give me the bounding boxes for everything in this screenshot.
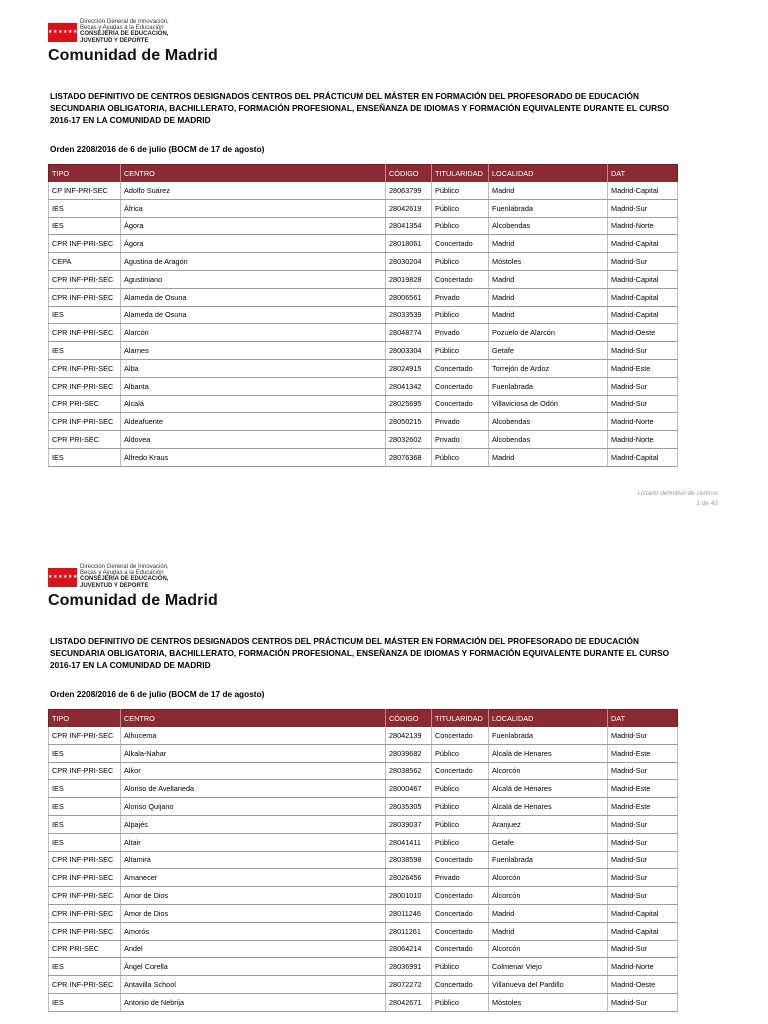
org-line: CONSEJERÍA DE EDUCACIÓN, [80, 31, 169, 38]
cell-dat: Madrid-Norte [608, 431, 678, 449]
cell-codigo: 28032602 [386, 431, 432, 449]
cell-titularidad: Concertado [432, 922, 489, 940]
cell-tipo: IES [49, 798, 121, 816]
document-title: LISTADO DEFINITIVO DE CENTROS DESIGNADOS CENTROS DEL PRÁCTICUM DEL MÁSTER EN FORMACIÓN DEL PROFESORADO DE EDUCACIÓN SECUNDARIA OBLIGATORIA, BACHILLERATO, FORMACIÓN PROFESIONAL, ENSEÑANZA DE IDIOMAS Y FORMACIÓN EQUIVALENTE DURANTE EL CURSO 2016-17 EN LA COMUNIDAD DE MADRID [50, 91, 670, 125]
cell-centro: Amor de Dios [121, 887, 386, 905]
cell-dat: Madrid-Este [608, 780, 678, 798]
order-reference: Orden 2208/2016 de 6 de julio (BOCM de 17 de agosto) [50, 689, 265, 699]
table-header [49, 710, 678, 728]
org-line: JUVENTUD Y DEPORTE [80, 582, 149, 589]
cell-titularidad: Concertado [432, 762, 489, 780]
cell-centro: Alfredo Kraus [121, 448, 386, 466]
cell-centro: Alcalá [121, 395, 386, 413]
org-line: Becas y Ayudas a la Educación [80, 570, 164, 577]
cell-titularidad: Público [432, 798, 489, 816]
cell-centro: Altamira [121, 851, 386, 869]
cell-titularidad: Público [432, 217, 489, 235]
cell-centro: Amor de Dios [121, 904, 386, 922]
cell-centro: Andel [121, 940, 386, 958]
cell-dat: Madrid-Sur [608, 993, 678, 1011]
cell-tipo: CPR PRI-SEC [49, 395, 121, 413]
cell-centro: Ágora [121, 235, 386, 253]
cell-titularidad: Concertado [432, 270, 489, 288]
column-header-dat: DAT [608, 710, 678, 728]
cell-dat: Madrid-Capital [608, 288, 678, 306]
cell-localidad: Móstoles [489, 993, 608, 1011]
cell-centro: Amorós [121, 922, 386, 940]
cell-localidad: Madrid [489, 235, 608, 253]
column-header-centro: CENTRO [121, 710, 386, 728]
cell-localidad: Villanueva del Pardillo [489, 976, 608, 994]
table-row [49, 431, 678, 449]
table-row [49, 904, 678, 922]
table-row [49, 869, 678, 887]
madrid-flag-logo: ★★★★★★★ [48, 568, 77, 587]
cell-localidad: Alcorcón [489, 869, 608, 887]
cell-tipo: IES [49, 306, 121, 324]
cell-codigo: 28024915 [386, 359, 432, 377]
cell-tipo: CPR PRI-SEC [49, 431, 121, 449]
cell-codigo: 28042139 [386, 727, 432, 744]
column-header-dat: DAT [608, 165, 678, 183]
table-body [49, 182, 678, 466]
cell-codigo: 28035305 [386, 798, 432, 816]
cell-dat: Madrid-Sur [608, 851, 678, 869]
cell-titularidad: Público [432, 253, 489, 271]
cell-localidad: Alcalá de Henares [489, 744, 608, 762]
cell-dat: Madrid-Sur [608, 887, 678, 905]
org-line: Dirección General de Innovación, [80, 19, 169, 25]
org-line: Becas y Ayudas a la Educación [80, 25, 164, 32]
cell-titularidad: Concertado [432, 976, 489, 994]
cell-titularidad: Público [432, 182, 489, 199]
cell-localidad: Alcobendas [489, 431, 608, 449]
cell-titularidad: Concertado [432, 887, 489, 905]
cell-localidad: Getafe [489, 342, 608, 360]
table-row [49, 993, 678, 1011]
cell-titularidad: Concertado [432, 359, 489, 377]
cell-localidad: Aranjuez [489, 815, 608, 833]
cell-codigo: 28038598 [386, 851, 432, 869]
table-row [49, 744, 678, 762]
table-row [49, 395, 678, 413]
organization-lines [80, 19, 169, 44]
cell-codigo: 28011261 [386, 922, 432, 940]
cell-tipo: IES [49, 815, 121, 833]
cell-codigo: 28038562 [386, 762, 432, 780]
cell-tipo: IES [49, 744, 121, 762]
table-row [49, 306, 678, 324]
cell-centro: Alarcón [121, 324, 386, 342]
cell-dat: Madrid-Este [608, 359, 678, 377]
cell-titularidad: Concertado [432, 904, 489, 922]
cell-centro: Alkor [121, 762, 386, 780]
cell-titularidad: Concertado [432, 395, 489, 413]
cell-dat: Madrid-Sur [608, 833, 678, 851]
footer-doc-name: Listado definitivo de centros [637, 490, 718, 497]
page-footer [637, 489, 718, 509]
cell-codigo: 28041354 [386, 217, 432, 235]
footer-page-number: 1 de 42 [696, 500, 718, 507]
cell-codigo: 28041411 [386, 833, 432, 851]
table-row [49, 798, 678, 816]
cell-codigo: 28042619 [386, 199, 432, 217]
cell-centro: Alpajés [121, 815, 386, 833]
cell-localidad: Madrid [489, 922, 608, 940]
cell-codigo: 28026456 [386, 869, 432, 887]
cell-tipo: CPR INF-PRI-SEC [49, 270, 121, 288]
cell-dat: Madrid-Norte [608, 958, 678, 976]
table-row [49, 217, 678, 235]
cell-localidad: Pozuelo de Alarcón [489, 324, 608, 342]
cell-tipo: CPR INF-PRI-SEC [49, 235, 121, 253]
cell-localidad: Madrid [489, 288, 608, 306]
cell-codigo: 28003304 [386, 342, 432, 360]
cell-tipo: IES [49, 780, 121, 798]
column-header-localidad: LOCALIDAD [489, 165, 608, 183]
cell-tipo: IES [49, 993, 121, 1011]
cell-tipo: CEPA [49, 253, 121, 271]
organization-lines [80, 564, 169, 589]
table-row [49, 940, 678, 958]
cell-centro: Ágora [121, 217, 386, 235]
cell-titularidad: Concertado [432, 727, 489, 744]
cell-localidad: Alcorcón [489, 940, 608, 958]
column-header-codigo: CÓDIGO [386, 165, 432, 183]
cell-titularidad: Público [432, 833, 489, 851]
cell-codigo: 28063799 [386, 182, 432, 199]
cell-tipo: IES [49, 958, 121, 976]
cell-localidad: Alcobendas [489, 217, 608, 235]
cell-dat: Madrid-Sur [608, 253, 678, 271]
cell-centro: Ángel Corella [121, 958, 386, 976]
cell-dat: Madrid-Sur [608, 377, 678, 395]
cell-codigo: 28048774 [386, 324, 432, 342]
cell-localidad: Villaviciosa de Odón [489, 395, 608, 413]
header-row [49, 710, 678, 728]
column-header-centro: CENTRO [121, 165, 386, 183]
table-row [49, 235, 678, 253]
cell-titularidad: Público [432, 306, 489, 324]
cell-localidad: Madrid [489, 448, 608, 466]
table-row [49, 270, 678, 288]
table-row [49, 182, 678, 199]
table-row [49, 922, 678, 940]
cell-centro: Alhucema [121, 727, 386, 744]
madrid-flag-logo: ★★★★★★★ [48, 23, 77, 42]
cell-dat: Madrid-Sur [608, 395, 678, 413]
cell-tipo: IES [49, 342, 121, 360]
cell-localidad: Alcorcón [489, 887, 608, 905]
cell-dat: Madrid-Capital [608, 270, 678, 288]
table-row [49, 851, 678, 869]
cell-localidad: Fuenlabrada [489, 199, 608, 217]
cell-tipo: CPR INF-PRI-SEC [49, 288, 121, 306]
column-header-localidad: LOCALIDAD [489, 710, 608, 728]
cell-titularidad: Público [432, 780, 489, 798]
cell-titularidad: Público [432, 448, 489, 466]
cell-codigo: 28030204 [386, 253, 432, 271]
cell-dat: Madrid-Capital [608, 448, 678, 466]
table-row [49, 762, 678, 780]
cell-titularidad: Público [432, 342, 489, 360]
cell-tipo: CPR INF-PRI-SEC [49, 976, 121, 994]
cell-centro: Alameda de Osuna [121, 288, 386, 306]
cell-dat: Madrid-Sur [608, 342, 678, 360]
cell-titularidad: Público [432, 993, 489, 1011]
cell-codigo: 28039037 [386, 815, 432, 833]
cell-localidad: Madrid [489, 306, 608, 324]
cell-centro: Alameda de Osuna [121, 306, 386, 324]
cell-codigo: 28076368 [386, 448, 432, 466]
order-reference: Orden 2208/2016 de 6 de julio (BOCM de 17 de agosto) [50, 144, 265, 154]
cell-tipo: CPR INF-PRI-SEC [49, 727, 121, 744]
cell-codigo: 28042671 [386, 993, 432, 1011]
cell-localidad: Alcalá de Henares [489, 780, 608, 798]
cell-centro: Antavilla School [121, 976, 386, 994]
table-row [49, 199, 678, 217]
cell-codigo: 28072272 [386, 976, 432, 994]
cell-dat: Madrid-Capital [608, 182, 678, 199]
cell-codigo: 28036991 [386, 958, 432, 976]
column-header-tipo: TIPO [49, 710, 121, 728]
cell-centro: Alkala-Nahar [121, 744, 386, 762]
cell-tipo: IES [49, 833, 121, 851]
cell-tipo: CPR INF-PRI-SEC [49, 413, 121, 431]
cell-codigo: 28064214 [386, 940, 432, 958]
cell-tipo: CPR INF-PRI-SEC [49, 869, 121, 887]
brand-name: Comunidad de Madrid [48, 592, 218, 609]
cell-localidad: Fuenlabrada [489, 851, 608, 869]
table-row [49, 780, 678, 798]
cell-codigo: 28041342 [386, 377, 432, 395]
cell-localidad: Móstoles [489, 253, 608, 271]
cell-centro: Albanta [121, 377, 386, 395]
cell-tipo: IES [49, 199, 121, 217]
cell-dat: Madrid-Sur [608, 762, 678, 780]
cell-tipo: CPR INF-PRI-SEC [49, 762, 121, 780]
centers-table [48, 709, 678, 1012]
cell-dat: Madrid-Sur [608, 869, 678, 887]
cell-centro: Antonio de Nebrija [121, 993, 386, 1011]
cell-titularidad: Privado [432, 288, 489, 306]
cell-centro: Alba [121, 359, 386, 377]
cell-codigo: 28039682 [386, 744, 432, 762]
cell-centro: Alonso de Avellaneda [121, 780, 386, 798]
cell-codigo: 28033539 [386, 306, 432, 324]
cell-tipo: IES [49, 448, 121, 466]
cell-tipo: CPR INF-PRI-SEC [49, 851, 121, 869]
cell-centro: Altair [121, 833, 386, 851]
cell-localidad: Alcobendas [489, 413, 608, 431]
cell-titularidad: Privado [432, 324, 489, 342]
cell-dat: Madrid-Capital [608, 904, 678, 922]
table-row [49, 958, 678, 976]
cell-centro: Aldeafuente [121, 413, 386, 431]
cell-titularidad: Privado [432, 413, 489, 431]
cell-centro: Alarnes [121, 342, 386, 360]
cell-centro: Agustina de Aragón [121, 253, 386, 271]
cell-codigo: 28018061 [386, 235, 432, 253]
cell-dat: Madrid-Sur [608, 199, 678, 217]
cell-tipo: IES [49, 217, 121, 235]
org-line: CONSEJERÍA DE EDUCACIÓN, [80, 576, 169, 583]
cell-titularidad: Público [432, 199, 489, 217]
cell-dat: Madrid-Este [608, 744, 678, 762]
cell-dat: Madrid-Oeste [608, 976, 678, 994]
table-row [49, 815, 678, 833]
cell-dat: Madrid-Sur [608, 727, 678, 744]
table-header [49, 165, 678, 183]
org-line: JUVENTUD Y DEPORTE [80, 37, 149, 44]
cell-localidad: Madrid [489, 270, 608, 288]
column-header-codigo: CÓDIGO [386, 710, 432, 728]
document-title: LISTADO DEFINITIVO DE CENTROS DESIGNADOS CENTROS DEL PRÁCTICUM DEL MÁSTER EN FORMACIÓN DEL PROFESORADO DE EDUCACIÓN SECUNDARIA OBLIGATORIA, BACHILLERATO, FORMACIÓN PROFESIONAL, ENSEÑANZA DE IDIOMAS Y FORMACIÓN EQUIVALENTE DURANTE EL CURSO 2016-17 EN LA COMUNIDAD DE MADRID [50, 636, 670, 670]
cell-codigo: 28006561 [386, 288, 432, 306]
table-row [49, 359, 678, 377]
cell-titularidad: Concertado [432, 235, 489, 253]
cell-dat: Madrid-Capital [608, 306, 678, 324]
cell-tipo: CPR PRI-SEC [49, 940, 121, 958]
cell-titularidad: Concertado [432, 851, 489, 869]
table-row [49, 342, 678, 360]
cell-centro: Amanecer [121, 869, 386, 887]
table-row [49, 253, 678, 271]
cell-dat: Madrid-Norte [608, 413, 678, 431]
cell-titularidad: Privado [432, 869, 489, 887]
cell-dat: Madrid-Norte [608, 217, 678, 235]
cell-codigo: 28000467 [386, 780, 432, 798]
brand-name: Comunidad de Madrid [48, 47, 218, 64]
cell-localidad: Madrid [489, 182, 608, 199]
cell-localidad: Torrejón de Ardoz [489, 359, 608, 377]
cell-localidad: Fuenlabrada [489, 727, 608, 744]
cell-codigo: 28001010 [386, 887, 432, 905]
cell-centro: Adolfo Suárez [121, 182, 386, 199]
column-header-titularidad: TITULARIDAD [432, 165, 489, 183]
table-row [49, 288, 678, 306]
table-row [49, 887, 678, 905]
cell-tipo: CPR INF-PRI-SEC [49, 359, 121, 377]
cell-centro: Agustiniano [121, 270, 386, 288]
cell-centro: Aldovea [121, 431, 386, 449]
cell-dat: Madrid-Capital [608, 235, 678, 253]
cell-dat: Madrid-Sur [608, 815, 678, 833]
cell-localidad: Colmenar Viejo [489, 958, 608, 976]
cell-tipo: CPR INF-PRI-SEC [49, 922, 121, 940]
cell-tipo: CPR INF-PRI-SEC [49, 377, 121, 395]
column-header-titularidad: TITULARIDAD [432, 710, 489, 728]
cell-dat: Madrid-Este [608, 798, 678, 816]
cell-tipo: CPR INF-PRI-SEC [49, 887, 121, 905]
column-header-tipo: TIPO [49, 165, 121, 183]
cell-codigo: 28019828 [386, 270, 432, 288]
cell-titularidad: Público [432, 815, 489, 833]
centers-table [48, 164, 678, 467]
cell-localidad: Madrid [489, 904, 608, 922]
cell-localidad: Getafe [489, 833, 608, 851]
cell-titularidad: Concertado [432, 377, 489, 395]
header-row [49, 165, 678, 183]
table-row [49, 413, 678, 431]
table-row [49, 448, 678, 466]
cell-tipo: CPR INF-PRI-SEC [49, 324, 121, 342]
cell-localidad: Fuenlabrada [489, 377, 608, 395]
table-body [49, 727, 678, 1011]
table-row [49, 976, 678, 994]
cell-codigo: 28050215 [386, 413, 432, 431]
cell-tipo: CPR INF-PRI-SEC [49, 904, 121, 922]
cell-tipo: CP INF-PRI-SEC [49, 182, 121, 199]
table-row [49, 833, 678, 851]
cell-codigo: 28011246 [386, 904, 432, 922]
cell-localidad: Alcorcón [489, 762, 608, 780]
cell-centro: África [121, 199, 386, 217]
cell-dat: Madrid-Oeste [608, 324, 678, 342]
table-row [49, 324, 678, 342]
cell-titularidad: Privado [432, 431, 489, 449]
table-row [49, 377, 678, 395]
org-line: Dirección General de Innovación, [80, 564, 169, 570]
page-header [48, 18, 248, 66]
cell-localidad: Alcalá de Henares [489, 798, 608, 816]
cell-codigo: 28025695 [386, 395, 432, 413]
cell-titularidad: Público [432, 958, 489, 976]
cell-dat: Madrid-Sur [608, 940, 678, 958]
page-header [48, 563, 248, 611]
cell-titularidad: Público [432, 744, 489, 762]
cell-titularidad: Concertado [432, 940, 489, 958]
table-row [49, 727, 678, 744]
cell-centro: Alonso Quijano [121, 798, 386, 816]
cell-dat: Madrid-Capital [608, 922, 678, 940]
